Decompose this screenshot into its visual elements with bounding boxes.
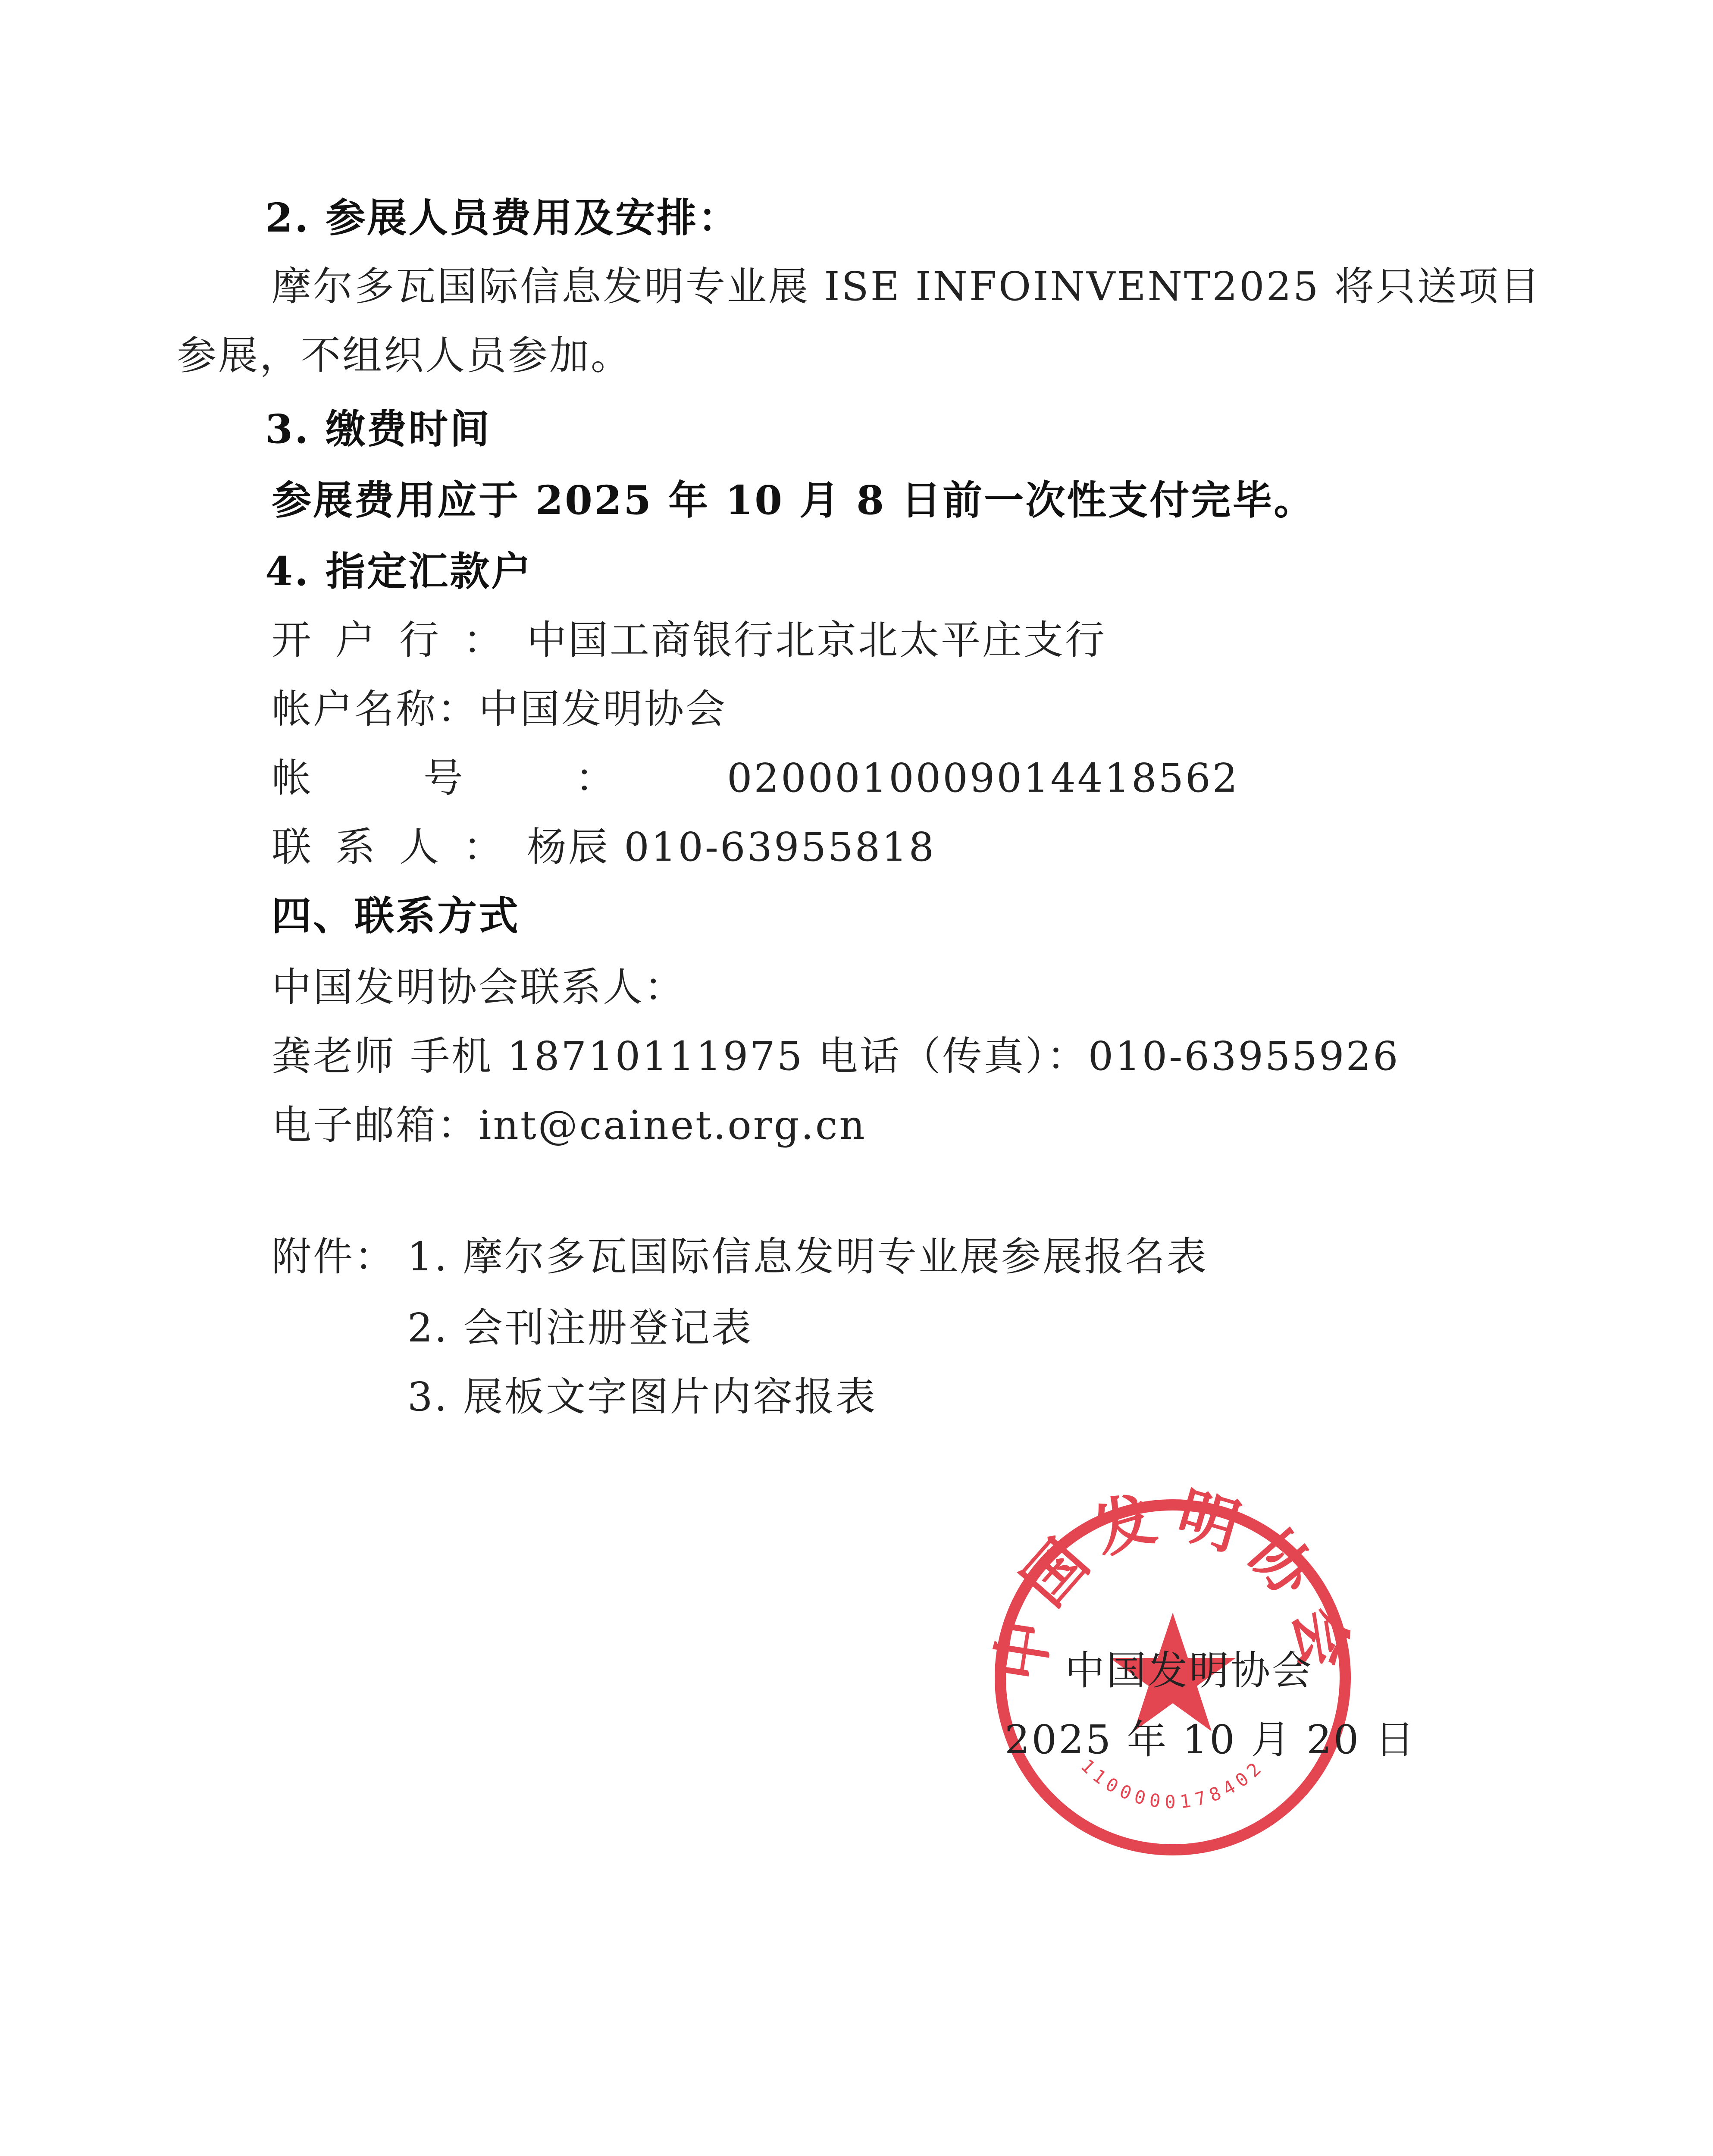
account-number-value: 0200010009014418562	[727, 755, 1240, 801]
bank-row	[272, 612, 1106, 668]
section-2-body-line-2: 参展，不组织人员参加。	[177, 332, 633, 379]
contact-org-line: 中国发明协会联系人：	[272, 964, 686, 1010]
attachment-item-2: 2. 会刊注册登记表	[407, 1305, 753, 1351]
bank-label: 开户行：	[272, 617, 527, 663]
contact-person-line: 龚老师 手机 18710111975 电话（传真）：010-63955926	[272, 1033, 1400, 1079]
seal-serial: 1100000178402	[1077, 1755, 1269, 1813]
signature-org: 中国发明协会	[1065, 1648, 1314, 1694]
signature-date: 2025 年 10 月 20 日	[1005, 1717, 1416, 1763]
contact-heading: 四、联系方式	[272, 893, 520, 939]
attachment-item-3: 3. 展板文字图片内容报表	[407, 1374, 877, 1420]
email-label: 电子邮箱：	[272, 1102, 479, 1148]
section-3-body: 参展费用应于 2025 年 10 月 8 日前一次性支付完毕。	[272, 477, 1315, 523]
section-2-body-line-1: 摩尔多瓦国际信息发明专业展 ISE INFOINVENT2025 将只送项目	[272, 263, 1541, 310]
email-value: int@cainet.org.cn	[479, 1102, 867, 1148]
account-name-label: 帐户名称：	[272, 686, 479, 732]
account-number-row	[272, 750, 1239, 806]
contact-person-row	[272, 819, 936, 875]
section-4-heading: 4. 指定汇款户	[265, 548, 533, 595]
contact-person-label: 联系人：	[272, 824, 527, 870]
section-3-heading: 3. 缴费时间	[265, 406, 492, 452]
email-row	[272, 1097, 867, 1153]
contact-person-value: 杨辰 010-63955818	[527, 824, 936, 870]
attachment-item-1: 1. 摩尔多瓦国际信息发明专业展参展报名表	[407, 1234, 1209, 1280]
attachment-label: 附件：	[272, 1234, 396, 1280]
account-number-label: 帐号：	[272, 755, 727, 801]
bank-value: 中国工商银行北京北太平庄支行	[527, 617, 1107, 663]
seal-text: 中国发明协会	[984, 1483, 1361, 1686]
section-2-heading: 2. 参展人员费用及安排：	[265, 194, 740, 241]
account-name-value: 中国发明协会	[479, 686, 727, 732]
account-name-row	[272, 681, 727, 737]
